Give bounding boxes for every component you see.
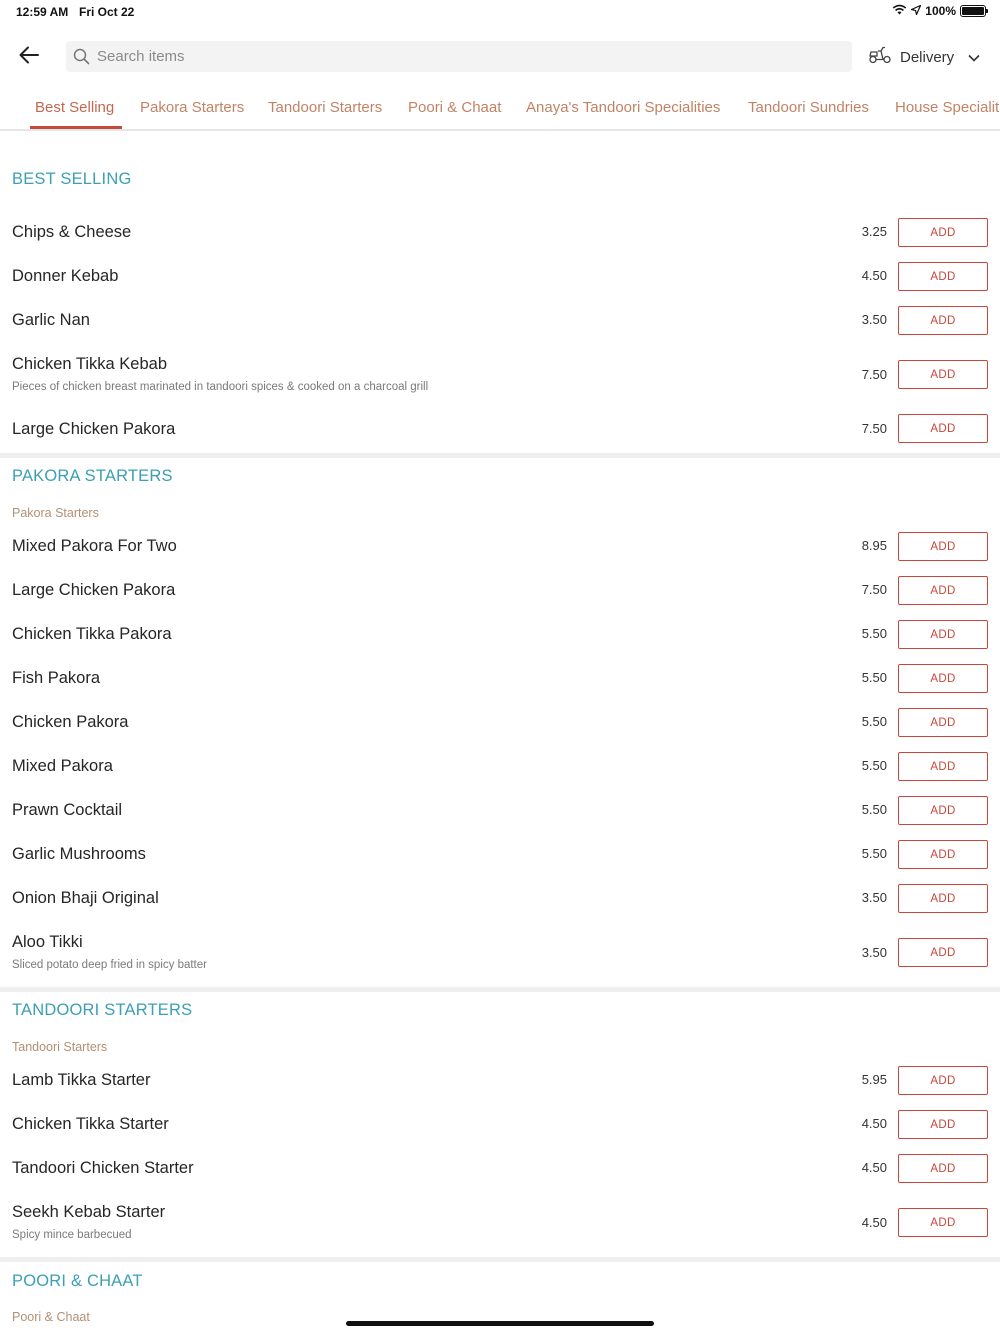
add-button[interactable]: ADD	[898, 796, 988, 825]
section-title: PAKORA STARTERS	[12, 467, 173, 485]
item-price: 4.50	[861, 1215, 887, 1230]
item-name: Chicken Tikka Starter	[12, 1115, 169, 1133]
item-price: 7.50	[861, 582, 887, 597]
add-button[interactable]: ADD	[898, 752, 988, 781]
section-subtitle: Poori & Chaat	[12, 1310, 90, 1324]
add-button[interactable]: ADD	[898, 884, 988, 913]
back-button[interactable]	[16, 44, 42, 70]
search-input[interactable]	[97, 48, 797, 65]
item-name: Prawn Cocktail	[12, 801, 123, 819]
item-price: 5.95	[861, 1072, 887, 1087]
add-button[interactable]: ADD	[898, 1066, 988, 1095]
section-title: BEST SELLING	[12, 170, 132, 188]
add-button[interactable]: ADD	[898, 262, 988, 291]
add-button[interactable]: ADD	[898, 1154, 988, 1183]
item-price: 5.50	[861, 670, 887, 685]
home-indicator	[346, 1321, 654, 1326]
item-price: 5.50	[861, 758, 887, 773]
item-name: Chicken Tikka Kebab	[12, 355, 168, 373]
tab-tandoori-starters[interactable]: Tandoori Starters	[268, 99, 383, 116]
add-button[interactable]: ADD	[898, 938, 988, 967]
arrow-left-icon	[19, 46, 39, 69]
item-price: 3.50	[861, 312, 887, 327]
item-price: 5.50	[861, 626, 887, 641]
item-name: Large Chicken Pakora	[12, 420, 176, 438]
item-price: 5.50	[861, 846, 887, 861]
add-button[interactable]: ADD	[898, 360, 988, 389]
item-name: Garlic Nan	[12, 311, 90, 329]
item-name: Seekh Kebab Starter	[12, 1203, 166, 1221]
item-price: 8.95	[861, 538, 887, 553]
item-name: Garlic Mushrooms	[12, 845, 146, 863]
section-subtitle: Pakora Starters	[12, 506, 99, 520]
item-name: Chicken Tikka Pakora	[12, 625, 172, 643]
item-name: Chicken Pakora	[12, 713, 129, 731]
add-button[interactable]: ADD	[898, 414, 988, 443]
item-price: 4.50	[861, 1116, 887, 1131]
add-button[interactable]: ADD	[898, 620, 988, 649]
location-icon	[911, 4, 921, 18]
item-description: Spicy mince barbecued	[12, 1229, 132, 1241]
add-button[interactable]: ADD	[898, 1110, 988, 1139]
add-button[interactable]: ADD	[898, 532, 988, 561]
item-price: 3.50	[861, 890, 887, 905]
section-title: TANDOORI STARTERS	[12, 1001, 193, 1019]
item-price: 4.50	[861, 268, 887, 283]
add-button[interactable]: ADD	[898, 708, 988, 737]
item-name: Chips & Cheese	[12, 223, 132, 241]
item-name: Large Chicken Pakora	[12, 581, 176, 599]
delivery-selector[interactable]	[868, 44, 980, 70]
section-divider	[0, 987, 1000, 992]
add-button[interactable]: ADD	[898, 576, 988, 605]
tab-pakora-starters[interactable]: Pakora Starters	[140, 99, 245, 116]
tab-tandoori-sundries[interactable]: Tandoori Sundries	[748, 99, 869, 116]
section-subtitle: Tandoori Starters	[12, 1040, 108, 1054]
add-button[interactable]: ADD	[898, 1208, 988, 1237]
item-name: Mixed Pakora For Two	[12, 537, 177, 555]
item-price: 7.50	[861, 421, 887, 436]
item-name: Donner Kebab	[12, 267, 119, 285]
search-icon	[73, 48, 91, 66]
item-price: 4.50	[861, 1160, 887, 1175]
section-divider	[0, 453, 1000, 458]
tab-anayas-tandoori-specialities[interactable]: Anaya's Tandoori Specialities	[526, 99, 721, 116]
item-price: 5.50	[861, 802, 887, 817]
item-name: Onion Bhaji Original	[12, 889, 159, 907]
tab-house-specialities[interactable]: House Specialit	[895, 99, 1000, 116]
item-price: 7.50	[861, 367, 887, 382]
item-description: Sliced potato deep fried in spicy batter	[12, 959, 207, 971]
add-button[interactable]: ADD	[898, 664, 988, 693]
category-tabs	[0, 95, 1000, 131]
status-indicators	[892, 4, 986, 18]
tab-poori-chaat[interactable]: Poori & Chaat	[408, 99, 502, 116]
item-description: Pieces of chicken breast marinated in tandoori spices & cooked on a charcoal grill	[12, 381, 429, 393]
item-name: Aloo Tikki	[12, 933, 83, 951]
item-price: 5.50	[861, 714, 887, 729]
status-time: 12:59 AM	[16, 5, 69, 19]
add-button[interactable]: ADD	[898, 218, 988, 247]
delivery-label: Delivery	[900, 48, 955, 66]
active-tab-indicator	[30, 126, 122, 129]
battery-icon	[960, 5, 986, 17]
battery-percent: 100%	[925, 4, 956, 18]
add-button[interactable]: ADD	[898, 840, 988, 869]
item-name: Tandoori Chicken Starter	[12, 1159, 194, 1177]
section-title: POORI & CHAAT	[12, 1272, 143, 1290]
scooter-icon	[868, 46, 892, 68]
item-price: 3.25	[861, 224, 887, 239]
search-bar[interactable]	[66, 41, 852, 72]
status-date: Fri Oct 22	[79, 5, 135, 19]
item-price: 3.50	[861, 945, 887, 960]
item-name: Lamb Tikka Starter	[12, 1071, 151, 1089]
add-button[interactable]: ADD	[898, 306, 988, 335]
section-divider	[0, 1257, 1000, 1262]
wifi-icon	[892, 4, 907, 18]
chevron-down-icon	[968, 49, 980, 66]
status-bar	[0, 0, 1000, 24]
tab-best-selling[interactable]: Best Selling	[35, 99, 115, 116]
item-name: Mixed Pakora	[12, 757, 113, 775]
item-name: Fish Pakora	[12, 669, 101, 687]
